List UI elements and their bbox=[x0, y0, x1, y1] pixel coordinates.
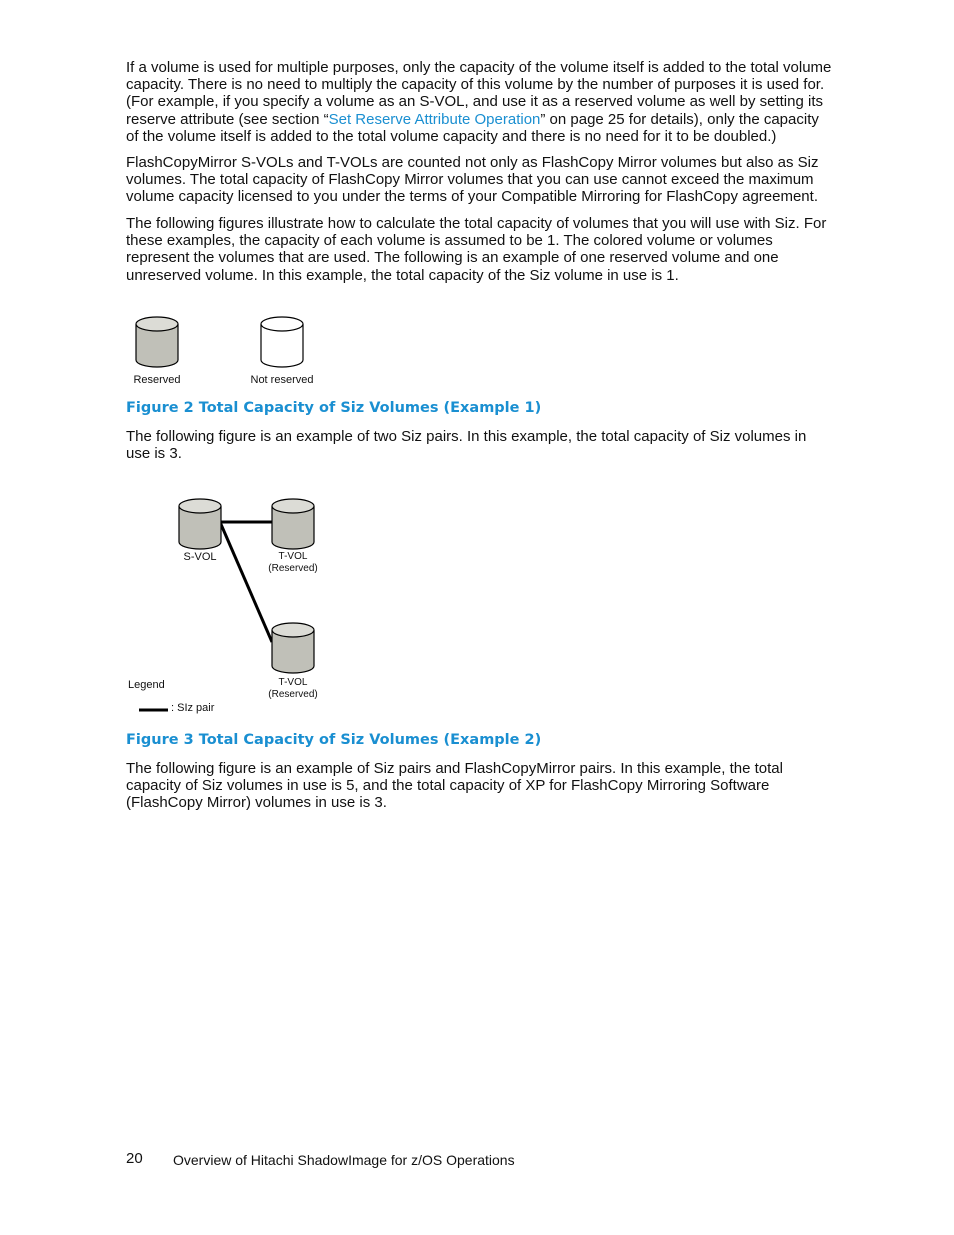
reserved-label: Reserved bbox=[133, 374, 181, 386]
reserved-volume-icon bbox=[136, 317, 178, 367]
paragraph-flashcopymirror-pairs: The following figure is an example of Siz pairs and FlashCopyMirror pairs. In this example, the total capacity of Siz volumes in use is 5, and the total capacity of XP for FlashCopy Mirroring Software (FlashCopy Mirror) volumes in use is 3. bbox=[126, 760, 783, 812]
svol-volume-icon bbox=[179, 499, 221, 549]
paragraph-two-pairs: The following figure is an example of two Siz pairs. In this example, the total capacity of Siz volumes in use is 3. bbox=[126, 428, 807, 463]
not-reserved-volume-icon bbox=[261, 317, 303, 367]
paragraph-multiple-purposes bbox=[126, 59, 834, 145]
figure-2-caption: Figure 2 Total Capacity of Siz Volumes (Example 1) bbox=[126, 400, 542, 416]
page-number: 20 bbox=[126, 1150, 143, 1167]
paragraph-text: If a volume is used for multiple purposes, only the capacity of the volume itself is added to the total volume capacity. There is no need to multiply the capacity of this volume by the number of purposes it is used for. (For example, if you specify a volume as an S-VOL, and use it as a reserved volume as well by setting its reserve attribute (see section “ bbox=[126, 59, 832, 128]
legend-item-label: : SIz pair bbox=[171, 702, 215, 714]
svol-label: S-VOL bbox=[183, 551, 217, 563]
tvol-volume-icon bbox=[272, 623, 314, 673]
paragraph-flashcopy: FlashCopyMirror S-VOLs and T-VOLs are counted not only as FlashCopy Mirror volumes but also as Siz volumes. The total capacity of FlashCopy Mirror volumes that you can use cannot exceed the maximum volume capacity licensed to you under the terms of your Compatible Mirroring for FlashCopy agreement. bbox=[126, 154, 819, 206]
not-reserved-label: Not reserved bbox=[250, 374, 314, 386]
paragraph-text: ” on page 25 for details), only the capacity of the volume itself is added to the total volume capacity and there is no need for it to be doubled.) bbox=[126, 110, 819, 145]
set-reserve-attribute-link[interactable]: Set Reserve Attribute Operation bbox=[328, 110, 541, 128]
tvol-reserved-label: (Reserved) bbox=[268, 563, 318, 574]
figure-3-diagram bbox=[120, 492, 350, 722]
figure-3-caption: Figure 3 Total Capacity of Siz Volumes (Example 2) bbox=[126, 732, 542, 748]
figure-1-diagram bbox=[126, 312, 346, 392]
legend-title: Legend bbox=[128, 679, 165, 691]
siz-pair-line bbox=[220, 522, 272, 642]
tvol-label: T-VOL bbox=[278, 677, 308, 688]
tvol-label: T-VOL bbox=[278, 551, 308, 562]
tvol-volume-icon bbox=[272, 499, 314, 549]
footer-title: Overview of Hitachi ShadowImage for z/OS Operations bbox=[173, 1152, 515, 1168]
paragraph-figures-intro: The following figures illustrate how to calculate the total capacity of volumes that you will use with Siz. For these examples, the capacity of each volume is assumed to be 1. The colored volume or volumes represent the volumes that are used. The following is an example of one reserved volume and one unreserved volume. In this example, the total capacity of the Siz volume in use is 1. bbox=[126, 215, 827, 284]
tvol-reserved-label: (Reserved) bbox=[268, 689, 318, 700]
